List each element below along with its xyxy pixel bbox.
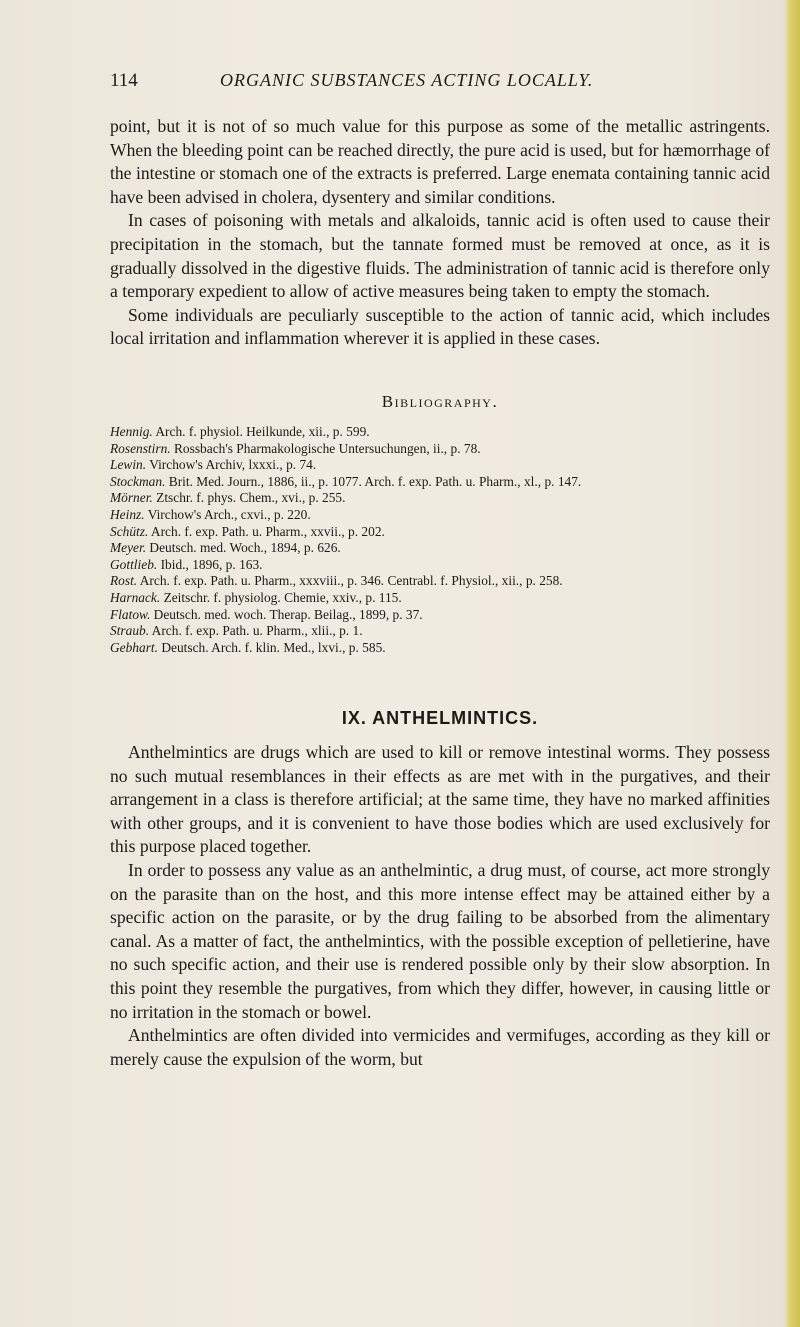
bibliography-heading: Bibliography. xyxy=(381,392,499,411)
bottom-text-block xyxy=(110,741,770,1071)
bibliography-entry xyxy=(110,524,770,541)
paragraph: Some individuals are peculiarly susceptible to the action of tannic acid, which includes local irritation and inflammation wherever it is applied in these cases. xyxy=(110,304,770,349)
bib-author: Flatow. xyxy=(110,606,151,622)
paragraph: Anthelmintics are often divided into vermicides and vermifuges, according as they kill or merely cause the expulsion of the worm, but xyxy=(110,1025,770,1069)
page-edge xyxy=(784,0,800,1327)
bib-author: Rost. xyxy=(110,573,138,589)
bib-author: Stockman. xyxy=(110,473,166,489)
bib-reference: Ztschr. f. phys. Chem., xvi., p. 255. xyxy=(156,490,346,506)
bib-reference: Rossbach's Pharmakologische Untersuchungen, ii., p. 78. xyxy=(174,440,481,456)
bib-reference: Arch. f. physiol. Heilkunde, xii., p. 599. xyxy=(155,424,370,439)
bibliography-entry xyxy=(110,507,770,524)
page-number: 114 xyxy=(110,70,138,91)
bibliography-entry xyxy=(110,640,770,657)
bib-author: Hennig. xyxy=(110,424,153,439)
paragraph: Anthelmintics are drugs which are used to kill or remove intestinal worms. They possess no such mutual resemblances in their effects as are met with in the purgatives, and their arrangement in a class is therefore artificial; at the same time, they have no marked affinities with other groups, and it is convenient to have those bodies which are used exclusively for this purpose placed together. xyxy=(110,742,770,857)
bib-reference: Brit. Med. Journ., 1886, ii., p. 1077. Arch. f. exp. Path. u. Pharm., xl., p. 147. xyxy=(168,473,582,489)
bibliography-entry xyxy=(110,474,770,491)
bib-author: Gottlieb. xyxy=(110,556,158,572)
page-header xyxy=(110,70,770,100)
bib-reference: Deutsch. med. woch. Therap. Beilag., 1899, p. 37. xyxy=(153,606,423,622)
bib-author: Lewin. xyxy=(110,457,147,473)
bibliography-entry xyxy=(110,540,770,557)
running-head: ORGANIC SUBSTANCES ACTING LOCALLY. xyxy=(220,70,594,90)
bibliography-entry xyxy=(110,557,770,574)
bib-reference: Arch. f. exp. Path. u. Pharm., xxxviii., p. 346. Centrabl. f. Physiol., xii., p. 258. xyxy=(139,573,563,589)
bib-author: Heinz. xyxy=(110,506,145,522)
bibliography-entry xyxy=(110,590,770,607)
bib-author: Straub. xyxy=(110,623,150,639)
paragraph: In cases of poisoning with metals and alkaloids, tannic acid is often used to cause their precipitation in the stomach, but the tannate formed must be removed at once, as it is gradually dissolved in the digestive fluids. The administration of tannic acid is therefore only a temporary expedient to allow of active measures being taken to empty the stomach. xyxy=(110,210,770,302)
bib-author: Meyer. xyxy=(110,540,147,556)
bibliography-entry xyxy=(110,441,770,458)
bib-reference: Zeitschr. f. physiolog. Chemie, xxiv., p. 115. xyxy=(163,589,402,605)
bibliography-entry xyxy=(110,490,770,507)
bib-author: Mörner. xyxy=(110,490,153,506)
bibliography-entry xyxy=(110,424,770,441)
bib-reference: Virchow's Arch., cxvi., p. 220. xyxy=(147,506,311,522)
bibliography-list xyxy=(110,424,770,656)
bibliography-entry xyxy=(110,623,770,640)
bibliography-entry xyxy=(110,607,770,624)
bib-reference: Virchow's Archiv, lxxxi., p. 74. xyxy=(149,457,317,473)
bib-author: Schütz. xyxy=(110,523,149,539)
bib-author: Gebhart. xyxy=(110,639,158,655)
bib-author: Rosenstirn. xyxy=(110,440,171,456)
bibliography-entry xyxy=(110,573,770,590)
paragraph: point, but it is not of so much value for this purpose as some of the metallic astringents. When the bleeding point can be reached directly, the pure acid is used, but for hæmorrhage of the intestine or stomach one of the extracts is preferred. Large enemata containing tannic acid have been advised in cholera, dysentery and similar conditions. xyxy=(110,116,770,207)
bib-author: Harnack. xyxy=(110,589,161,605)
paragraph: In order to possess any value as an anthelmintic, a drug must, of course, act more strongly on the parasite than on the host, and this more intense effect may be attained either by a specific action on the parasite, or by the drug failing to be absorbed from the alimentary canal. As a matter of fact, the anthelmintics, with the possible exception of pelletierine, have no such specific action, and their use is rendered possible only by their slow absorption. In this point they resemble the purgatives, from which they differ, however, in causing little or no irritation in the stomach or bowel. xyxy=(110,859,770,1022)
top-text-block xyxy=(110,115,770,351)
bib-reference: Arch. f. exp. Path. u. Pharm., xxvii., p. 202. xyxy=(150,523,385,539)
bib-reference: Arch. f. exp. Path. u. Pharm., xlii., p. 1. xyxy=(151,623,363,639)
section-heading: IX. ANTHELMINTICS. xyxy=(341,708,539,728)
bib-reference: Ibid., 1896, p. 163. xyxy=(160,556,263,572)
bib-reference: Deutsch. Arch. f. klin. Med., lxvi., p. 585. xyxy=(161,639,386,655)
bibliography-entry xyxy=(110,457,770,474)
bib-reference: Deutsch. med. Woch., 1894, p. 626. xyxy=(149,540,341,556)
